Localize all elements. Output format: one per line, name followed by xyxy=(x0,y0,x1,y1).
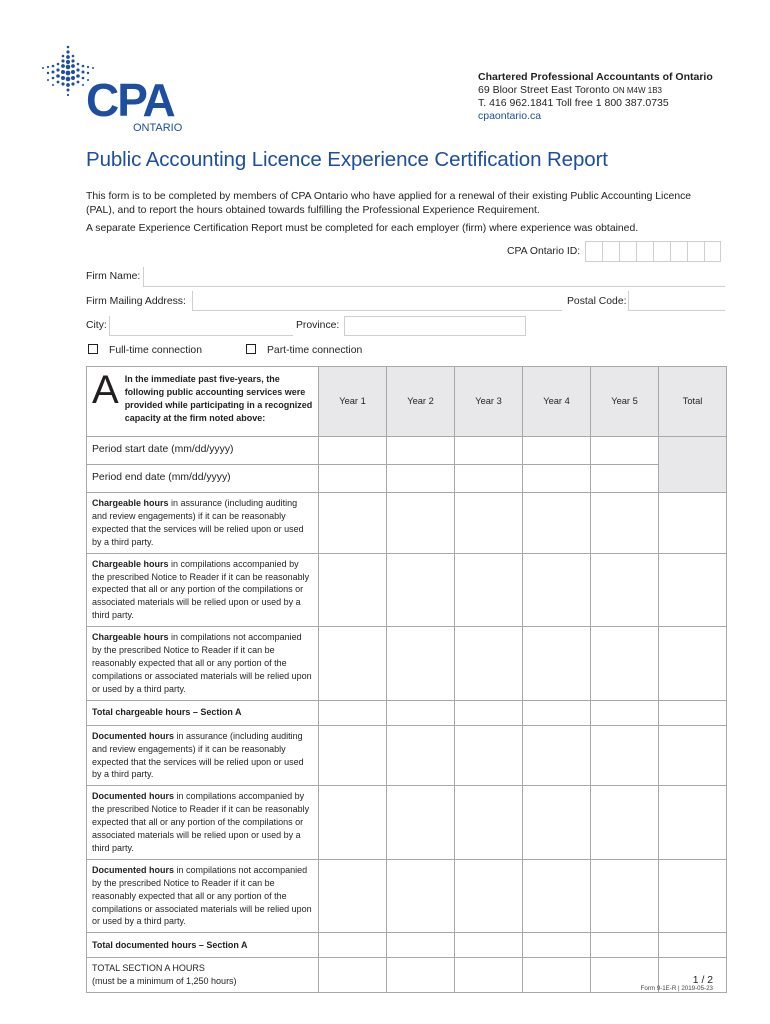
row-text: in compilations accompanied by the prescribed Notice to Reader if it can be reasonably expected that all or any portion of the compilations or associated materials will be relied upon or used by a third party. xyxy=(92,558,310,621)
table-cell[interactable] xyxy=(659,700,727,725)
table-cell[interactable] xyxy=(591,627,659,701)
fulltime-checkbox[interactable] xyxy=(88,344,98,354)
table-cell[interactable] xyxy=(523,700,591,725)
table-cell[interactable] xyxy=(387,553,455,627)
id-digit-cell[interactable] xyxy=(670,241,687,262)
table-cell[interactable] xyxy=(591,700,659,725)
intro-paragraph-1: This form is to be completed by members of CPA Ontario who have applied for a renewal of their existing Public Accounting Licence (PAL), and to report the hours obtained towards fulfilling the Professional Experience Requirement. xyxy=(86,191,692,216)
table-cell[interactable] xyxy=(387,700,455,725)
table-cell[interactable] xyxy=(455,627,523,701)
table-cell[interactable] xyxy=(319,627,387,701)
parttime-checkbox[interactable] xyxy=(246,344,256,354)
page-title: Public Accounting Licence Experience Certification Report xyxy=(86,148,608,171)
logo-wordmark: CPA xyxy=(86,74,174,126)
table-cell[interactable] xyxy=(319,437,387,465)
table-cell[interactable] xyxy=(659,493,727,554)
id-digit-cell[interactable] xyxy=(585,241,602,262)
cpa-id-input[interactable] xyxy=(585,241,721,262)
table-cell[interactable] xyxy=(387,933,455,958)
table-cell[interactable] xyxy=(523,465,591,493)
id-digit-cell[interactable] xyxy=(602,241,619,262)
table-cell[interactable] xyxy=(523,627,591,701)
table-row xyxy=(87,627,727,701)
table-cell[interactable] xyxy=(659,553,727,627)
column-header-year3: Year 3 xyxy=(455,367,523,437)
intro-paragraph-2: A separate Experience Certification Report must be completed for each employer (firm) where experience was obtained. xyxy=(86,223,639,234)
logo-subtext: ONTARIO xyxy=(133,122,183,134)
form-number: Form 9-1E-R | 2019-05-23 xyxy=(640,985,713,992)
table-cell[interactable] xyxy=(455,786,523,860)
section-a-intro: In the immediate past five-years, the following public accounting services were provided while participating in a recognized capacity at the firm noted above: xyxy=(124,374,313,423)
total-period-blank-cell xyxy=(659,437,727,493)
table-cell[interactable] xyxy=(523,786,591,860)
row-bold-text: Chargeable hours xyxy=(92,632,169,643)
table-cell[interactable] xyxy=(319,465,387,493)
table-row xyxy=(87,859,727,933)
table-cell[interactable] xyxy=(455,933,523,958)
id-digit-cell[interactable] xyxy=(687,241,704,262)
row-description xyxy=(87,553,319,627)
table-cell[interactable] xyxy=(319,725,387,786)
section-a-intro-cell xyxy=(87,367,319,437)
org-phone: T. 416 962.1841 Toll free 1 800 387.0735 xyxy=(478,97,669,109)
table-cell[interactable] xyxy=(523,553,591,627)
table-cell[interactable] xyxy=(387,859,455,933)
row-bold-text: Documented hours xyxy=(92,864,175,875)
table-cell[interactable] xyxy=(319,958,387,993)
row-description xyxy=(87,786,319,860)
table-cell[interactable] xyxy=(591,786,659,860)
table-row xyxy=(87,493,727,554)
id-digit-cell[interactable] xyxy=(704,241,721,262)
row-bold-text: Chargeable hours xyxy=(92,498,169,508)
row-description xyxy=(87,627,319,701)
table-cell[interactable] xyxy=(387,786,455,860)
table-cell[interactable] xyxy=(455,465,523,493)
table-cell[interactable] xyxy=(319,933,387,958)
table-cell[interactable] xyxy=(455,493,523,554)
table-cell[interactable] xyxy=(319,493,387,554)
table-cell[interactable] xyxy=(523,859,591,933)
row-description xyxy=(87,958,319,993)
row-description xyxy=(87,933,319,958)
row-text: in compilations accompanied by the prescribed Notice to Reader if it can be reasonably expected that all or any portion of the compilations or associated materials will be relied upon or used by a third party. xyxy=(92,791,310,853)
row-description xyxy=(87,700,319,725)
org-name: Chartered Professional Accountants of Ontario xyxy=(478,71,713,83)
org-address xyxy=(478,84,713,97)
table-cell[interactable] xyxy=(659,786,727,860)
table-header-row xyxy=(87,367,727,437)
row-bold-text: Chargeable hours xyxy=(92,558,169,569)
province-field[interactable] xyxy=(344,316,526,336)
row-bold-text: Total documented hours – Section A xyxy=(92,939,248,950)
section-letter: A xyxy=(92,368,119,412)
table-cell[interactable] xyxy=(455,437,523,465)
id-digit-cell[interactable] xyxy=(636,241,653,262)
parttime-label: Part-time connection xyxy=(267,345,363,356)
firm-address-label: Firm Mailing Address: xyxy=(86,296,186,307)
table-cell[interactable] xyxy=(387,627,455,701)
table-cell[interactable] xyxy=(659,859,727,933)
table-cell[interactable] xyxy=(319,786,387,860)
city-field[interactable] xyxy=(109,316,293,336)
row-description xyxy=(87,859,319,933)
table-cell[interactable] xyxy=(455,700,523,725)
period-start-row xyxy=(87,437,727,465)
table-cell[interactable] xyxy=(387,465,455,493)
firm-name-field[interactable] xyxy=(143,267,725,287)
column-header-year4: Year 4 xyxy=(523,367,591,437)
table-cell[interactable] xyxy=(455,859,523,933)
id-digit-cell[interactable] xyxy=(619,241,636,262)
table-cell[interactable] xyxy=(523,933,591,958)
table-row-total xyxy=(87,933,727,958)
row-text: in compilations not accompanied by the prescribed Notice to Reader if it can be reasonably expected that all or any portion of the compilations or associated materials will be relied upon or used by a third party. xyxy=(92,864,312,927)
column-header-year5: Year 5 xyxy=(591,367,659,437)
table-cell[interactable] xyxy=(523,493,591,554)
table-row xyxy=(87,725,727,786)
postal-code-label: Postal Code: xyxy=(567,296,627,307)
row-text: in assurance (including auditing and review engagements) if it can be reasonably expected that the services will be relied upon or used by a third party. xyxy=(92,498,304,547)
row-text: in compilations not accompanied by the prescribed Notice to Reader if it can be reasonably expected that all or any portion of the compilations or associated materials will be relied upon or used by a third party. xyxy=(92,632,312,694)
table-row xyxy=(87,786,727,860)
period-end-label: Period end date (mm/dd/yyyy) xyxy=(87,465,319,493)
row-text: (must be a minimum of 1,250 hours) xyxy=(92,976,237,987)
row-description xyxy=(87,725,319,786)
id-digit-cell[interactable] xyxy=(653,241,670,262)
experience-table xyxy=(86,366,727,993)
table-cell[interactable] xyxy=(387,437,455,465)
table-cell[interactable] xyxy=(591,859,659,933)
org-postal: ON M4W 1B3 xyxy=(612,86,662,95)
postal-code-field[interactable] xyxy=(628,291,725,311)
table-cell[interactable] xyxy=(591,933,659,958)
table-cell[interactable] xyxy=(319,553,387,627)
row-bold-text: Documented hours xyxy=(92,730,175,741)
table-cell[interactable] xyxy=(455,553,523,627)
fulltime-label: Full-time connection xyxy=(109,345,202,356)
table-cell[interactable] xyxy=(659,725,727,786)
firm-name-label: Firm Name: xyxy=(86,271,141,282)
column-header-total: Total xyxy=(659,367,727,437)
table-cell[interactable] xyxy=(319,700,387,725)
intro-text xyxy=(86,190,696,241)
city-label: City: xyxy=(86,320,107,331)
cpa-ontario-logo xyxy=(36,42,196,137)
table-cell[interactable] xyxy=(387,493,455,554)
row-bold-text: Documented hours xyxy=(92,791,175,802)
table-cell[interactable] xyxy=(523,958,591,993)
table-cell[interactable] xyxy=(591,437,659,465)
page-number: 1 / 2 xyxy=(692,975,713,986)
table-cell[interactable] xyxy=(591,493,659,554)
table-cell[interactable] xyxy=(523,725,591,786)
row-bold-text: Total chargeable hours – Section A xyxy=(92,707,242,718)
row-text: in assurance (including auditing and review engagements) if it can be reasonably expected that the services will be relied upon or used by a third party. xyxy=(92,730,304,780)
province-label: Province: xyxy=(296,320,340,331)
table-cell[interactable] xyxy=(659,933,727,958)
table-cell[interactable] xyxy=(591,553,659,627)
table-cell[interactable] xyxy=(591,465,659,493)
table-row-grand-total xyxy=(87,958,727,993)
cpa-id-label: CPA Ontario ID: xyxy=(507,246,581,257)
table-cell[interactable] xyxy=(387,958,455,993)
org-street: 69 Bloor Street East Toronto xyxy=(478,84,610,96)
row-description xyxy=(87,493,319,554)
period-start-label: Period start date (mm/dd/yyyy) xyxy=(87,437,319,465)
table-cell[interactable] xyxy=(387,725,455,786)
row-bold-text: TOTAL SECTION A HOURS xyxy=(92,963,205,974)
table-cell[interactable] xyxy=(591,725,659,786)
table-row-total xyxy=(87,700,727,725)
table-row xyxy=(87,553,727,627)
column-header-year1: Year 1 xyxy=(319,367,387,437)
table-cell[interactable] xyxy=(523,437,591,465)
table-cell[interactable] xyxy=(319,859,387,933)
org-website-link[interactable]: cpaontario.ca xyxy=(478,110,542,122)
period-end-row xyxy=(87,465,727,493)
table-cell[interactable] xyxy=(455,725,523,786)
column-header-year2: Year 2 xyxy=(387,367,455,437)
table-cell[interactable] xyxy=(455,958,523,993)
firm-address-field[interactable] xyxy=(192,291,562,311)
organization-info xyxy=(478,71,713,123)
table-cell[interactable] xyxy=(659,627,727,701)
